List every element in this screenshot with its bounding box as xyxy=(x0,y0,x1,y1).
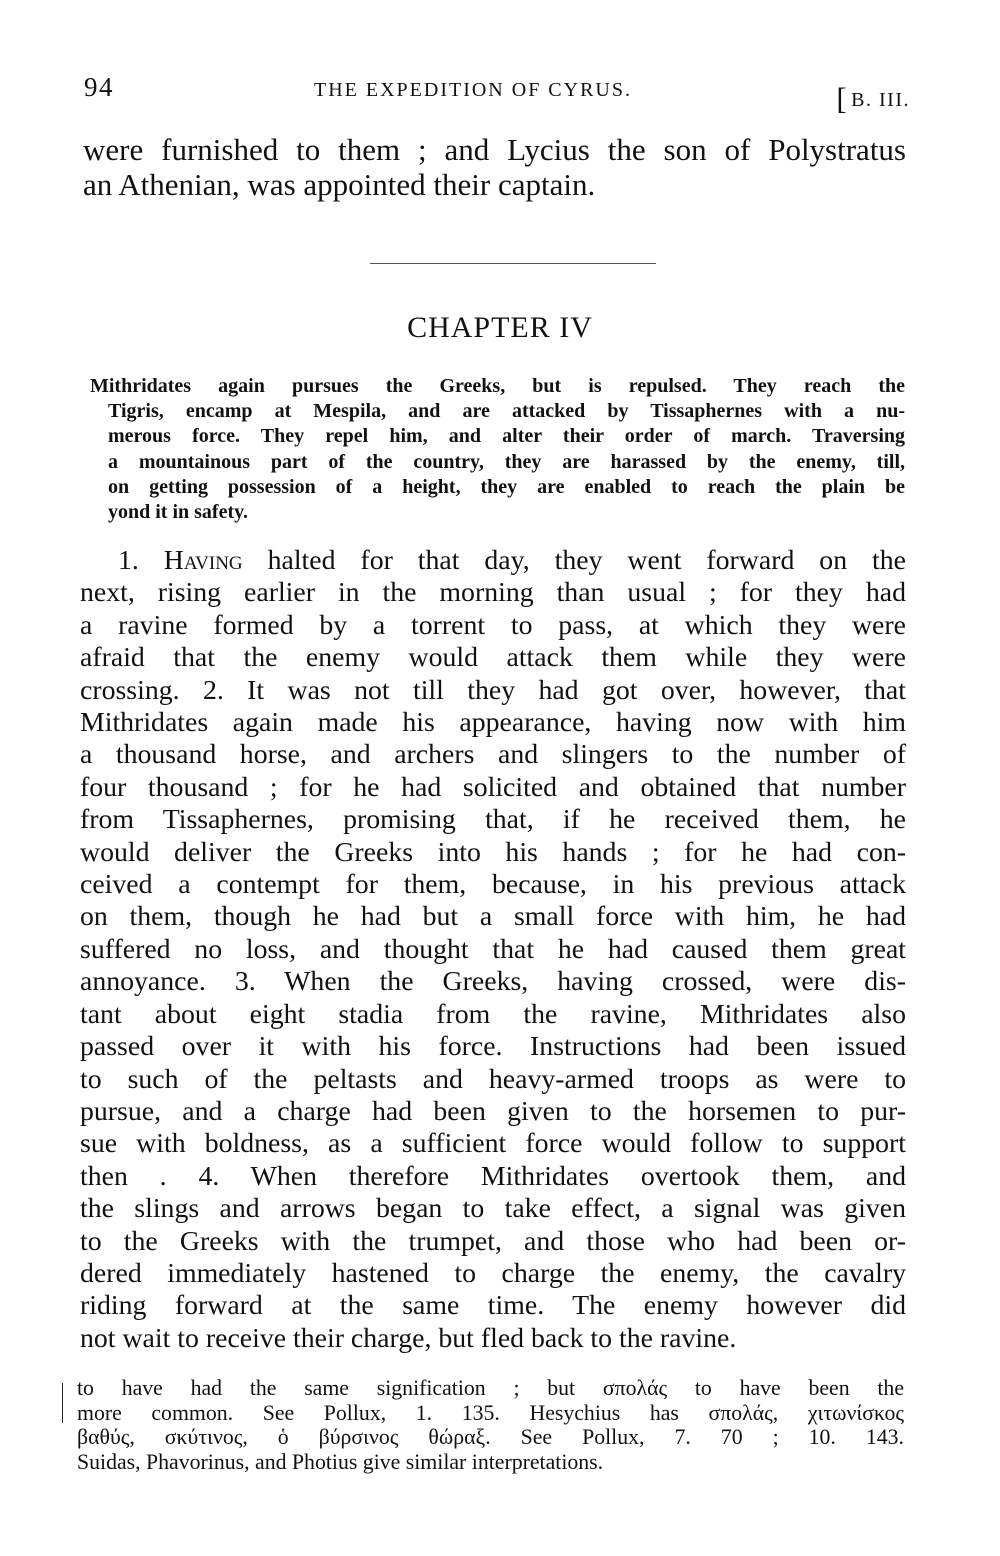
text-line: riding forward at the same time. The enemy however did xyxy=(80,1290,906,1322)
text-line: from Tissaphernes, promising that, if he received them, he xyxy=(80,804,906,836)
opening-line: were furnished to them ; and Lycius the son of Polystratus xyxy=(83,132,906,167)
text-line: next, rising earlier in the morning than usual ; for they had xyxy=(80,577,906,609)
summary-line: on getting possession of a height, they are enabled to reach the plain be xyxy=(108,475,905,498)
text-line: on them, though he had but a small force with him, he had xyxy=(80,901,906,933)
summary-line: yond it in safety. xyxy=(108,501,249,524)
paragraph-first-line xyxy=(80,545,906,577)
running-title: THE EXPEDITION OF CYRUS. xyxy=(314,79,632,101)
text-line: afraid that the enemy would attack them while they were xyxy=(80,642,906,674)
chapter-title: CHAPTER IV xyxy=(407,311,593,344)
summary-line: Mithridates again pursues the Greeks, but is repulsed. They reach the xyxy=(90,375,905,397)
section-separator xyxy=(370,263,656,264)
text-line: annoyance. 3. When the Greeks, having crossed, were dis- xyxy=(80,966,906,998)
main-paragraph xyxy=(80,545,906,1355)
footnote-line: βαθύς, σκύτινος, ὁ βύρσινος θώραξ. See Pollux, 7. 70 ; 10. 143. xyxy=(77,1425,904,1449)
text-line: pursue, and a charge had been given to the horsemen to pur- xyxy=(80,1095,906,1127)
text-line: four thousand ; for he had solicited and obtained that number xyxy=(80,771,906,803)
text-line: crossing. 2. It was not till they had got over, however, that xyxy=(80,674,906,706)
summary-line: a mountainous part of the country, they are harassed by the enemy, till, xyxy=(108,450,905,473)
chapter-summary xyxy=(90,374,905,525)
text-line: sue with boldness, as a sufficient force would follow to support xyxy=(80,1128,906,1160)
section-number: 1. xyxy=(118,545,139,576)
summary-line: merous force. They repel him, and alter their order of march. Traversing xyxy=(108,425,905,448)
text-line: Mithridates again made his appearance, having now with him xyxy=(80,707,906,739)
footnote-line: Suidas, Phavorinus, and Photius give similar interpretations. xyxy=(77,1449,604,1474)
running-head xyxy=(82,72,912,116)
text-line: tant about eight stadia from the ravine, Mithridates also xyxy=(80,998,906,1030)
footnote-line: more common. See Pollux, 1. 135. Hesychius has σπολάς, χιτωνίσκος xyxy=(77,1400,904,1425)
first-line-text: halted for that day, they went forward on the xyxy=(267,545,906,576)
footnote-line: to have had the same signification ; but σπολάς to have been the xyxy=(77,1376,904,1400)
page-number: 94 xyxy=(84,72,114,102)
text-line: then . 4. When therefore Mithridates overtook them, and xyxy=(80,1160,906,1192)
opening-line: an Athenian, was appointed their captain. xyxy=(83,167,596,202)
text-line: a ravine formed by a torrent to pass, at which they were xyxy=(80,609,906,641)
text-line: to such of the peltasts and heavy-armed troops as were to xyxy=(80,1063,906,1095)
text-line: to the Greeks with the trumpet, and those who had been or- xyxy=(80,1225,906,1257)
summary-line: Tigris, encamp at Mespila, and are attacked by Tissaphernes with a nu- xyxy=(108,400,905,423)
book-reference xyxy=(836,78,910,114)
text-line: dered immediately hastened to charge the enemy, the cavalry xyxy=(80,1257,906,1289)
opening-paragraph xyxy=(83,132,906,202)
footnote xyxy=(77,1376,904,1474)
text-line: not wait to receive their charge, but fled back to the ravine. xyxy=(80,1322,737,1354)
text-line: the slings and arrows began to take effect, a signal was given xyxy=(80,1193,906,1225)
text-line: would deliver the Greeks into his hands ; for he had con- xyxy=(80,836,906,868)
opening-word: Having xyxy=(163,545,243,576)
text-line: ceived a contempt for them, because, in his previous attack xyxy=(80,869,906,901)
book-reference-text: B. III. xyxy=(851,89,910,111)
bracket-glyph: [ xyxy=(836,81,849,116)
text-line: passed over it with his force. Instructions had been issued xyxy=(80,1031,906,1063)
text-line: suffered no loss, and thought that he had caused them great xyxy=(80,933,906,965)
text-line: a thousand horse, and archers and slingers to the number of xyxy=(80,739,906,771)
footnote-margin-rule xyxy=(62,1383,63,1423)
